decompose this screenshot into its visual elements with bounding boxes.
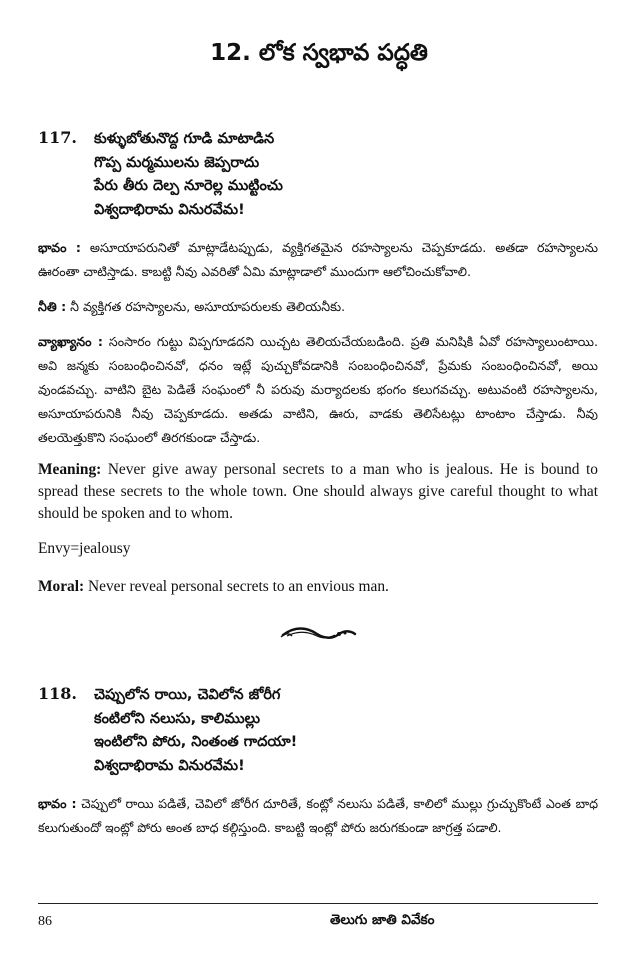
verse-line: విశ్వదాభిరామ వినురవేమ!: [94, 201, 245, 218]
verse-line: చెప్పులోన రాయి, చెవిలోన జోరీగ: [94, 687, 281, 703]
bhavam-text: అసూయాపరునితో మాట్లాడేటప్పుడు, వ్యక్తిగతమైన రహస్యాలను చెప్పకూడదు. అతడా రహస్యాలను ఊరంతా చాటిస్తాడు. కాబట్టి నీవు ఎవరితో ఏమి మాట్లాడాలో ముందుగా ఆలోచించుకోవాలి.: [38, 240, 598, 279]
neethi-label: నీతి :: [38, 299, 67, 314]
verse-number: 117.: [38, 128, 77, 147]
verse-line: గొప్ప మర్మములను జెప్పరాదు: [94, 154, 260, 171]
vyakhyanam-text: సంసారం గుట్టు విప్పగూడదని యిచ్చట తెలియచేయబడింది. ప్రతి మనిషికి ఏవో రహస్యాలుంటాయి. అవి జన్మకు సంబంధించినవో, ధనం ఇట్లే పుచ్చుకోవడానికి సంబంధించినవో, ప్రేమకు సంబంధించినవో, అయి వుండవచ్చు. వాటిని బైట పెడితే సంఘంలో నీ పరువు మర్యాదలకు భంగం కలుగవచ్చు. అటువంటి రహస్యాలను, అసూయాపరునికి నీవు చెప్పకూడదు. అతడు వాటిని, ఊరు, వాడకు తెలిసేటట్లు టాంటాం చేస్తాడు. నీవు తలయెత్తుకొని సంఘంలో తిరగకుండా చేస్తాడు.: [38, 334, 598, 445]
verse-line: ఇంటిలోని పోరు, నింతంత గాదయా!: [94, 734, 298, 750]
footer-divider: [38, 903, 598, 904]
bhavam-label: భావం :: [38, 240, 81, 255]
flourish-icon: [279, 624, 359, 644]
neethi-paragraph: [38, 295, 598, 319]
bhavam-text: చెప్పులో రాయి పడితే, చెవిలో జోరీగ దూరితే, కంట్లో నలుసు పడితే, కాలిలో ముల్లు గ్రుచ్చుకొంటే ఎంత బాధ కలుగుతుందో ఇంట్లో పోరు అంత బాధ కల్గిస్తుంది. కాబట్టి ఇంట్లో పోరు జరుగకుండా జాగ్రత్త పడాలి.: [38, 796, 598, 835]
verse-line: విశ్వదాభిరామ వినురవేమ!: [94, 757, 245, 774]
glossary-line: Envy=jealousy: [38, 540, 131, 557]
bhavam-paragraph: [38, 792, 598, 840]
ornament-divider: [0, 624, 638, 648]
chapter-title: 12. లోక స్వభావ పద్ధతి: [210, 40, 428, 66]
verse-line: కంటిలోని నలుసు, కాలిముల్లు: [94, 710, 260, 727]
verse-line: కుళ్ళుబోతునొద్ద గూడి మాటాడిన: [94, 131, 275, 147]
vyakhyanam-label: వ్యాఖ్యానం :: [38, 334, 103, 349]
vyakhyanam-paragraph: [38, 330, 598, 450]
meaning-label: Meaning:: [38, 461, 102, 478]
verse-lines: [94, 128, 283, 222]
verse-lines: [94, 684, 297, 778]
verse-line: పేరు తీరు దెల్ప నూరెల్ల ముట్టించు: [94, 178, 283, 194]
meaning-paragraph: [38, 459, 598, 525]
book-title: తెలుగు జాతి వివేకం: [330, 912, 435, 928]
moral-paragraph: [38, 576, 598, 598]
bhavam-paragraph: [38, 236, 598, 284]
page-number: 86: [38, 914, 52, 929]
bhavam-label: భావం :: [38, 796, 77, 811]
moral-text: Never reveal personal secrets to an envious man.: [88, 578, 389, 595]
meaning-text: Never give away personal secrets to a man who is jealous. He is bound to spread these secrets to the whole town. One should always give careful thought to what should be spoken and to whom.: [38, 461, 598, 522]
moral-label: Moral:: [38, 578, 85, 595]
verse-number: 118.: [38, 684, 77, 703]
neethi-text: నీ వ్యక్తిగత రహస్యాలను, అసూయాపరులకు తెలియనీకు.: [70, 299, 346, 314]
